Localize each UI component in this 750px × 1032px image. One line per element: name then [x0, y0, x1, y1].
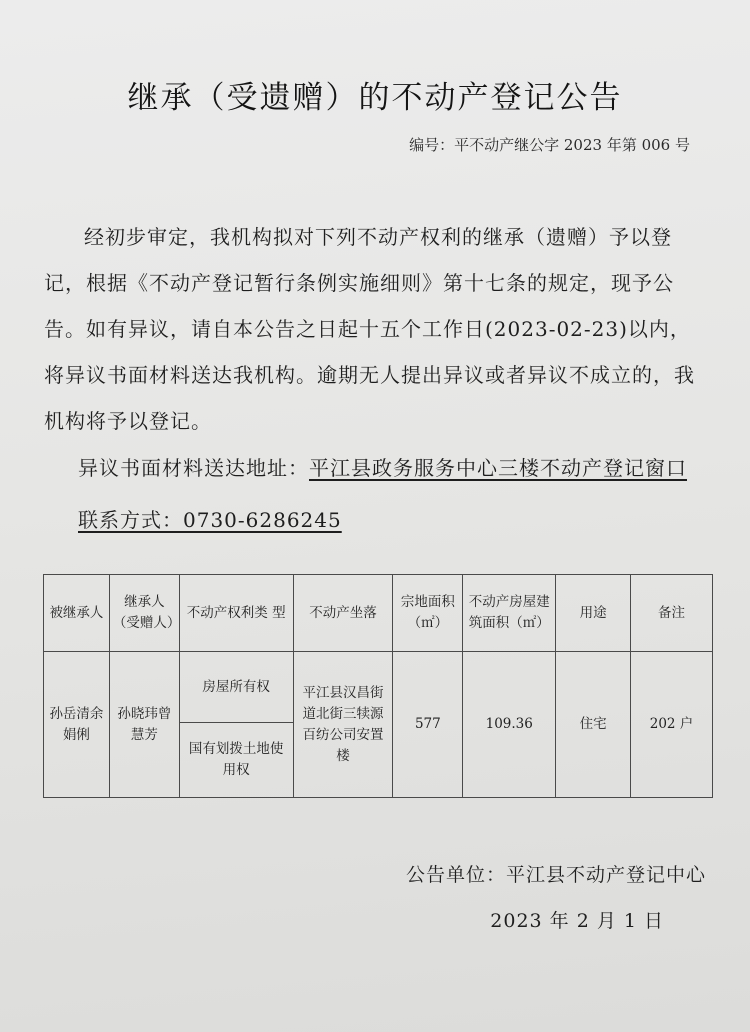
- header-location: 不动产坐落: [293, 575, 393, 652]
- cell-location: 平江县汉昌街道北街三犊源百纺公司安置楼: [293, 652, 393, 798]
- table-row: [44, 652, 713, 723]
- registration-table: [43, 574, 713, 798]
- notice-body: [44, 214, 704, 444]
- table-header-row: [44, 575, 713, 652]
- cell-remarks: 202 户: [631, 652, 713, 798]
- cell-building-area: 109.36: [463, 652, 556, 798]
- notice-paragraph: 经初步审定，我机构拟对下列不动产权利的继承（遗赠）予以登记，根据《不动产登记暂行条例实施细则》第十七条的规定，现予公告。如有异议，请自本公告之日起十五个工作日(2023-02-23)以内，将异议书面材料送达我机构。逾期无人提出异议或者异议不成立的，我机构将予以登记。: [44, 225, 695, 433]
- contact-phone: 0730-6286245: [183, 508, 342, 532]
- contact-label: 联系方式：: [78, 508, 183, 532]
- cell-decedent: 孙岳清余娟俐: [44, 652, 110, 798]
- header-right-type: 不动产权利类 型: [179, 575, 293, 652]
- cell-land-area: 577: [393, 652, 463, 798]
- objection-address: [78, 452, 687, 481]
- document-number: 编号：平不动产继公字 2023 年第 006 号: [409, 136, 690, 154]
- cell-right-type-land: 国有划拨土地使用权: [179, 723, 293, 798]
- issuing-unit: 公告单位：平江县不动产登记中心: [405, 864, 706, 886]
- header-heir: 继承人（受赠人）: [109, 575, 179, 652]
- cell-heir: 孙晓玮曾慧芳: [109, 652, 179, 798]
- header-building-area: 不动产房屋建筑面积（㎡）: [463, 575, 556, 652]
- issue-date: 2023 年 2 月 1 日: [490, 910, 664, 932]
- address-label: 异议书面材料送达地址：: [78, 456, 309, 480]
- address-value: 平江县政务服务中心三楼不动产登记窗口: [309, 456, 687, 480]
- header-usage: 用途: [556, 575, 631, 652]
- header-decedent: 被继承人: [44, 575, 110, 652]
- header-remarks: 备注: [631, 575, 713, 652]
- cell-right-type-house: 房屋所有权: [179, 652, 293, 723]
- cell-usage: 住宅: [556, 652, 631, 798]
- contact-info: [78, 504, 342, 533]
- header-land-area: 宗地面积（㎡）: [393, 575, 463, 652]
- page-title: 继承（受遗赠）的不动产登记公告: [127, 80, 623, 116]
